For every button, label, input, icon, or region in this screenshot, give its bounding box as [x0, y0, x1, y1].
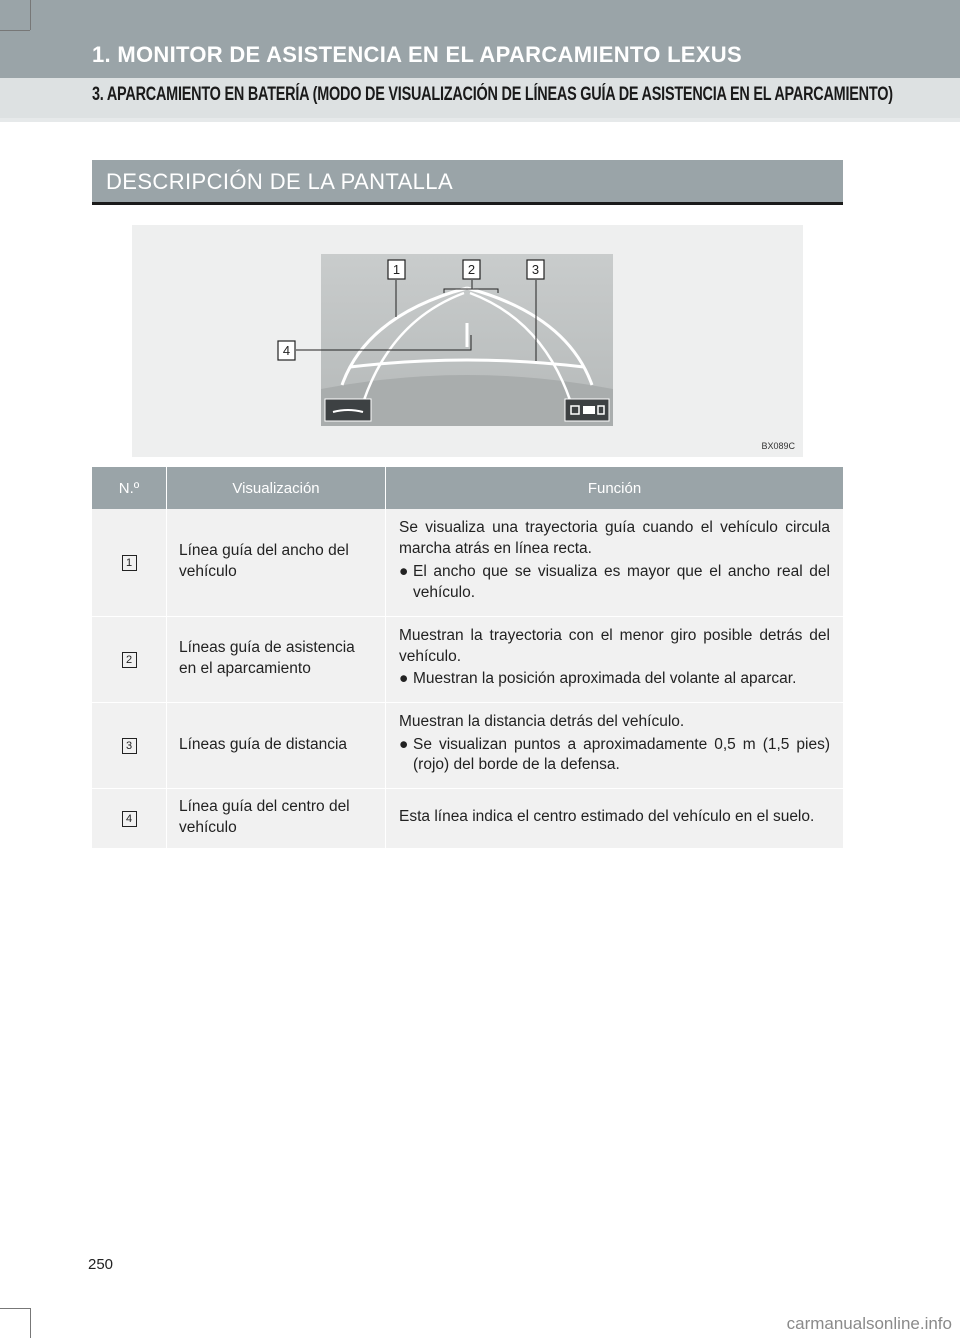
function-text: Muestran la trayectoria con el menor giro posible detrás del vehículo. — [399, 626, 830, 665]
mode-glyph-icon — [583, 406, 595, 414]
row-number-badge: 4 — [122, 811, 137, 827]
function-text: Esta línea indica el centro estimado del vehículo en el suelo. — [399, 807, 815, 825]
function-text: Se visualiza una trayectoria guía cuando el vehículo circula marcha atrás en línea recta. — [399, 519, 830, 558]
display-cell: Líneas guía de distancia — [167, 702, 386, 788]
function-cell — [386, 788, 844, 848]
bullet-icon: ● — [399, 670, 409, 688]
figure-code: BX089C — [761, 441, 795, 451]
display-cell: Línea guía del centro del vehículo — [167, 788, 386, 848]
function-text: Muestran la distancia detrás del vehículo. — [399, 712, 685, 730]
callout-label: 3 — [531, 262, 540, 277]
camera-view-diagram — [132, 225, 803, 457]
bullet-item — [399, 735, 830, 777]
display-cell: Líneas guía de asistencia en el aparcamiento — [167, 616, 386, 702]
bullet-text: Se visualizan puntos a aproximadamente 0,5 m (1,5 pies) (rojo) del borde de la defensa. — [413, 735, 830, 774]
screen-illustration — [132, 225, 803, 457]
bullet-icon: ● — [399, 563, 409, 581]
bullet-icon: ● — [399, 735, 409, 753]
row-number-cell — [92, 702, 167, 788]
callout-label: 2 — [467, 262, 476, 277]
row-number-cell — [92, 788, 167, 848]
table-row — [92, 702, 843, 788]
bullet-item — [399, 562, 830, 604]
crop-mark — [0, 30, 30, 31]
column-header-display: Visualización — [167, 467, 386, 509]
display-cell: Línea guía del ancho del vehículo — [167, 509, 386, 616]
table-row — [92, 788, 843, 848]
crop-mark — [30, 0, 31, 30]
callout-label: 1 — [392, 262, 401, 277]
function-cell — [386, 509, 844, 616]
row-number-badge: 2 — [122, 652, 137, 668]
row-number-cell — [92, 616, 167, 702]
bullet-text: Muestran la posición aproximada del volante al aparcar. — [413, 670, 797, 688]
callout-label: 4 — [282, 343, 291, 358]
subsection-title: DESCRIPCIÓN DE LA PANTALLA — [106, 169, 454, 194]
bullet-text: El ancho que se visualiza es mayor que el ancho real del vehículo. — [413, 563, 830, 602]
page-number: 250 — [88, 1256, 114, 1273]
column-header-function: Función — [386, 467, 844, 509]
function-cell — [386, 702, 844, 788]
row-number-badge: 1 — [122, 555, 137, 571]
row-number-cell — [92, 509, 167, 616]
table-header-row — [92, 467, 843, 509]
section-title: 3. APARCAMIENTO EN BATERÍA (MODO DE VISUALIZACIÓN DE LÍNEAS GUÍA DE ASISTENCIA EN EL APARCAMIENTO) — [92, 84, 893, 105]
watermark[interactable]: carmanualsonline.info — [786, 1314, 952, 1333]
description-table — [92, 467, 843, 849]
function-cell — [386, 616, 844, 702]
crop-mark — [30, 1308, 31, 1338]
bullet-item — [399, 669, 830, 690]
table-row — [92, 616, 843, 702]
crop-mark — [0, 1308, 30, 1309]
row-number-badge: 3 — [122, 738, 137, 754]
subsection-heading — [92, 160, 843, 205]
chapter-title: 1. MONITOR DE ASISTENCIA EN EL APARCAMIENTO LEXUS — [92, 42, 742, 67]
column-header-number: N.º — [92, 467, 167, 509]
table-row — [92, 509, 843, 616]
